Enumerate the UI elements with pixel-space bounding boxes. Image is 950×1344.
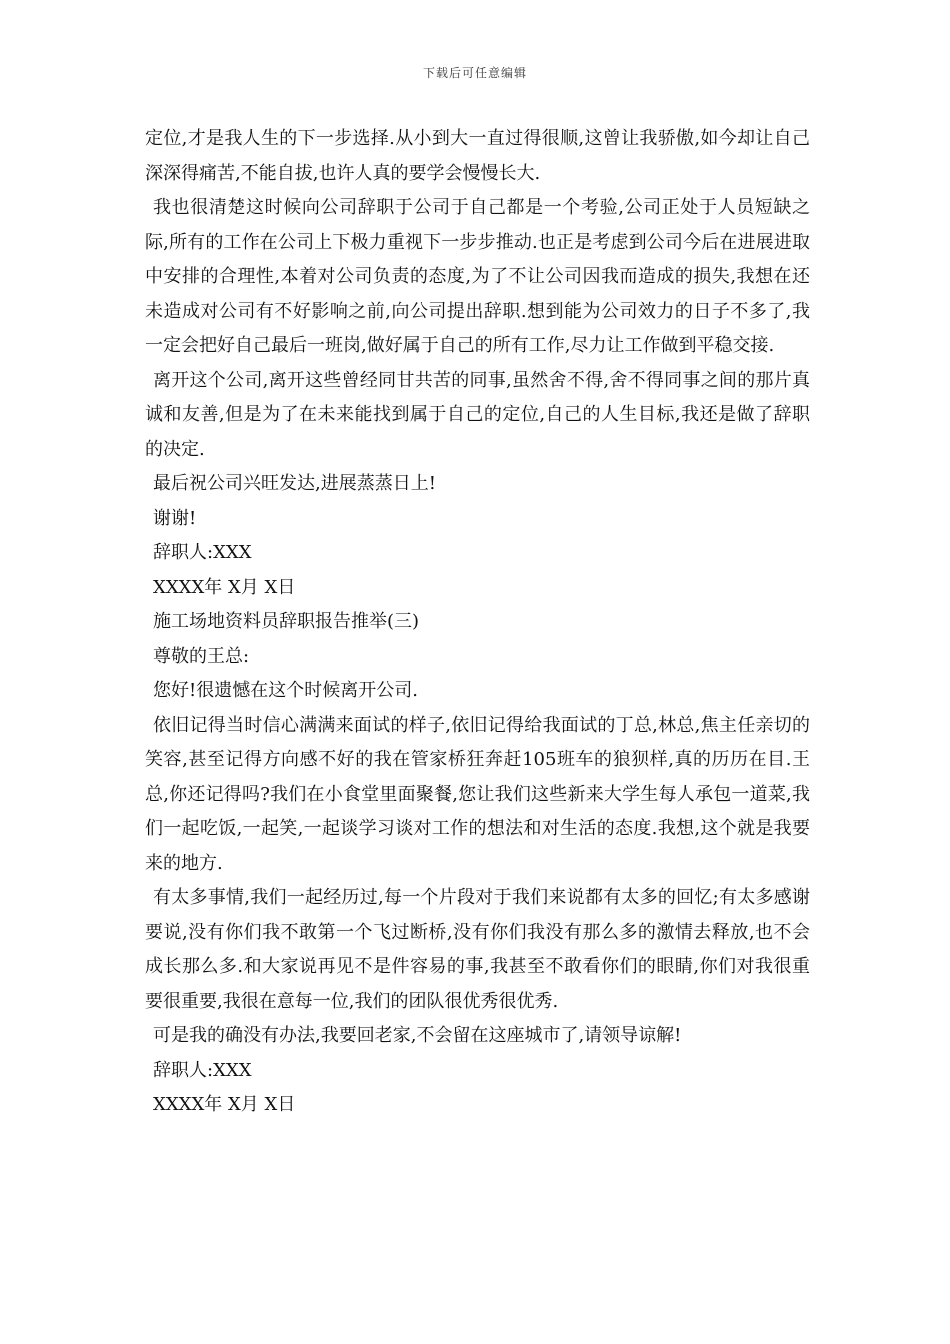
paragraph-resignation-reason: 我也很清楚这时候向公司辞职于公司于自己都是一个考验,公司正处于人员短缺之际,所有的工作在公司上下极力重视下一步步推动.也正是考虑到公司今后在进展进取中安排的合理性,本着对公司负责的态度,为了不让公司因我而造成的损失,我想在还未造成对公司有不好影响之前,向公司提出辞职.想到能为公司效力的日子不多了,我一定会把好自己最后一班岗,做好属于自己的所有工作,尽力让工作做到平稳交接.: [145, 197, 810, 356]
signature-resigner: 辞职人:XXX: [153, 542, 252, 563]
paragraph-leaving-colleagues: 离开这个公司,离开这些曾经同甘共苦的同事,虽然舍不得,舍不得同事之间的那片真诚和友善,但是为了在未来能找到属于自己的定位,自己的人生目标,我还是做了辞职的决定.: [145, 369, 810, 460]
section-title: 施工场地资料员辞职报告推举(三): [153, 611, 420, 632]
paragraph-continuation: 定位,才是我人生的下一步选择.从小到大一直过得很顺,这曾让我骄傲,如今却让自己深深得痛苦,不能自拔,也许人真的要学会慢慢长大.: [145, 128, 810, 184]
page-header: 下载后可任意编辑: [422, 66, 527, 80]
salutation: 尊敬的王总:: [153, 645, 250, 667]
paragraph-blessing: 最后祝公司兴旺发达,进展蒸蒸日上!: [153, 473, 436, 494]
paragraph-thanks: 谢谢!: [153, 507, 197, 529]
paragraph-apology: 可是我的确没有办法,我要回老家,不会留在这座城市了,请领导谅解!: [153, 1025, 682, 1046]
signature-resigner-2: 辞职人:XXX: [153, 1059, 252, 1081]
signature-date: XXXX年 X月 X日: [153, 576, 296, 598]
paragraph-gratitude: 有太多事情,我们一起经历过,每一个片段对于我们来说都有太多的回忆;有太多感谢要说,没有你们我不敢第一个飞过断桥,没有你们我没有那么多的激情去释放,也不会成长那么多.和大家说再见不是件容易的事,我甚至不敢看你们的眼睛,你们对我很重要很重要,我很在意每一位,我们的团队很优秀很优秀.: [145, 887, 810, 1012]
paragraph-memories: 依旧记得当时信心满满来面试的样子,依旧记得给我面试的丁总,林总,焦主任亲切的笑容,甚至记得方向感不好的我在管家桥狂奔赶105班车的狼狈样,真的历历在目.王总,你还记得吗?我们在小食堂里面聚餐,您让我们这些新来大学生每人承包一道菜,我们一起吃饭,一起笑,一起谈学习谈对工作的想法和对生活的态度.我想,这个就是我要来的地方.: [145, 714, 810, 874]
paragraph-greeting: 您好!很遗憾在这个时候离开公司.: [153, 680, 418, 701]
document-body: [145, 122, 810, 1123]
signature-date-2: XXXX年 X月 X日: [153, 1094, 296, 1115]
